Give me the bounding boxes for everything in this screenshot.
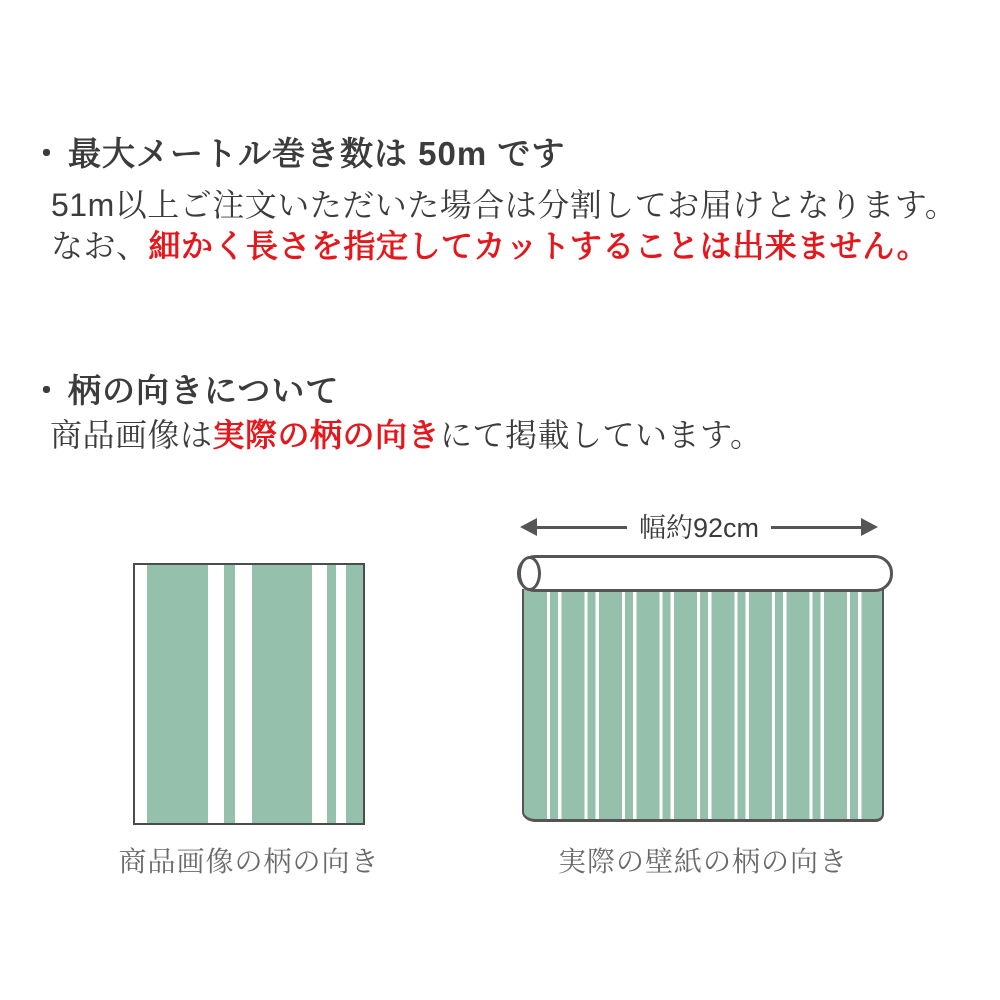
split-delivery-text: 51m以上ご注文いただいた場合は分割してお届けとなります。	[51, 187, 958, 223]
arrow-line	[771, 526, 861, 529]
arrow-line	[537, 526, 627, 529]
pattern-direction-heading	[30, 365, 339, 412]
arrow-left-icon	[520, 518, 537, 536]
max-roll-heading-text: 最大メートル巻き数は 50m です	[68, 135, 566, 172]
pattern-direction-heading-text: 柄の向きについて	[68, 372, 340, 409]
arrow-right-icon	[861, 518, 878, 536]
wallpaper-sheet	[522, 589, 884, 822]
wallpaper-roll-tube	[517, 555, 893, 592]
pattern-direction-text	[50, 410, 762, 456]
actual-wallpaper-caption: 実際の壁紙の柄の向き	[557, 846, 849, 877]
width-label: 幅約92cm	[638, 512, 760, 543]
max-roll-heading	[30, 128, 565, 175]
width-arrow	[520, 506, 878, 548]
pattern-direction-text-suffix: にて掲載しています。	[440, 417, 763, 453]
pattern-direction-text-prefix: 商品画像は	[50, 417, 213, 453]
no-cut-text	[51, 221, 929, 267]
no-cut-text-prefix: なお、	[51, 228, 149, 264]
pattern-direction-text-emphasis: 実際の柄の向き	[212, 417, 441, 453]
bullet-icon: ・	[30, 135, 64, 172]
product-image-caption: 商品画像の柄の向き	[118, 846, 380, 877]
tube-end-icon	[518, 556, 541, 591]
product-image-swatch	[133, 563, 365, 825]
no-cut-text-emphasis: 細かく長さを指定してカットすることは出来ません。	[148, 228, 930, 264]
bullet-icon: ・	[30, 372, 64, 409]
